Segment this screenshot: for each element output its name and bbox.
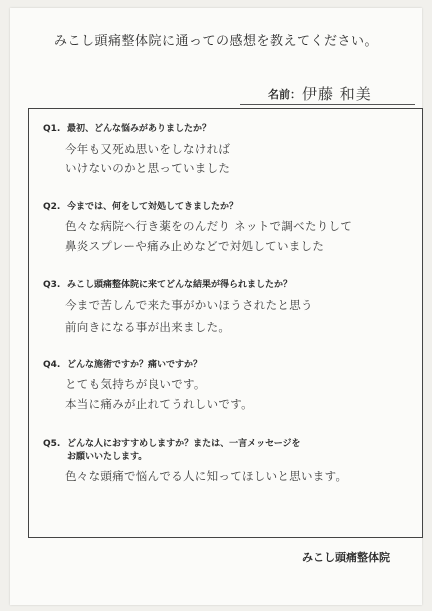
question-text: 今までは、何をして対処してきましたか？ [67,202,239,212]
answer-1-line-2: いけないのかと思っていました [65,161,231,175]
question-number: Q1. [43,124,61,134]
page-title: みこし頭痛整体院に通っての感想を教えてください。 [53,34,378,49]
answer-4-line-1: とても気持ちが良いです。 [65,377,206,391]
clinic-name-footer: みこし頭痛整体院 [302,551,390,564]
name-value: 伊藤 和美 [302,85,372,103]
question-text: どんな人におすすめしますか？または、一言メッセージを [67,439,301,449]
answer-5-line-1: 色々な頭痛で悩んでる人に知ってほしいと思います。 [65,469,348,483]
question-number: Q3. [43,280,61,290]
question-number: Q5. [43,439,61,449]
question-1 [43,121,211,134]
answer-4-line-2: 本当に痛みが止れてうれしいです。 [65,397,253,411]
name-label: 名前： [268,88,301,101]
question-text-continued: お願いいたします。 [67,452,148,462]
question-3 [43,277,292,290]
questionnaire-sheet [10,8,422,605]
answer-1-line-1: 今年も又死ぬ思いをしなければ [65,142,231,156]
question-5 [43,436,301,462]
questions-box [28,108,423,538]
answer-2-line-2: 鼻炎スプレーや痛み止めなどで対処していました [65,239,325,253]
question-number: Q4. [43,360,61,370]
answer-2-line-1: 色々な病院へ行き薬をのんだり ネットで調べたりして [65,219,353,233]
question-4 [43,357,202,370]
question-text: どんな施術ですか？痛いですか？ [67,360,203,370]
question-text: 最初、どんな悩みがありましたか？ [67,124,212,134]
question-2 [43,199,238,212]
name-field [240,82,415,105]
answer-3-line-2: 前向きになる事が出来ました。 [65,320,231,334]
question-text: みこし頭痛整体院に来てどんな結果が得られましたか？ [67,280,293,290]
answer-3-line-1: 今まで苦しんで来た事がかいほうされたと思う [65,298,313,312]
question-number: Q2. [43,202,61,212]
